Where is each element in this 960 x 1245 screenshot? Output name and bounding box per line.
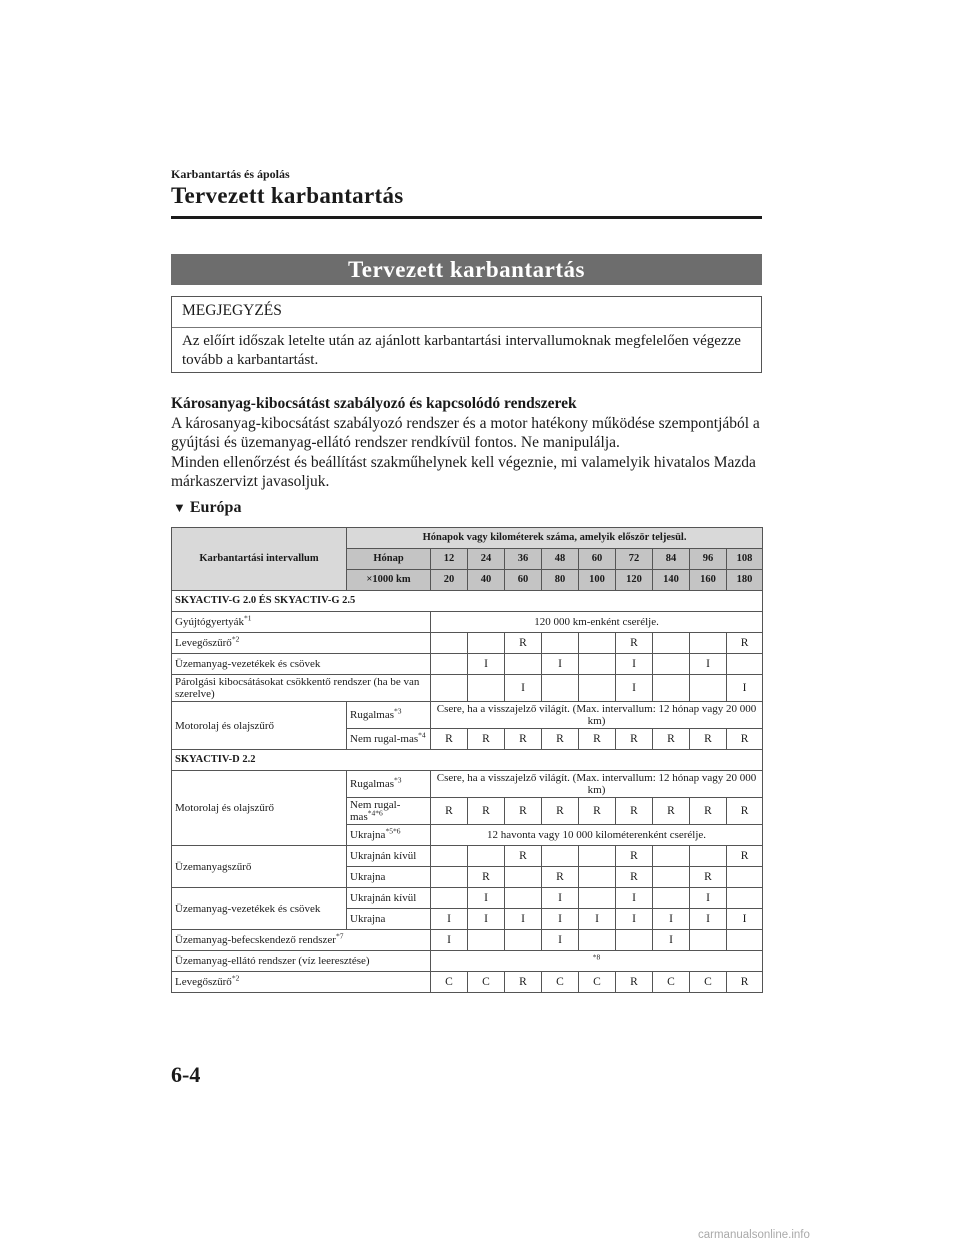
interval-mark: I: [468, 909, 505, 930]
intro-heading: Károsanyag-kibocsátást szabályozó és kapcsolódó rendszerek: [171, 395, 577, 412]
month-value: 36: [505, 549, 542, 570]
intro-paragraph-2: Minden ellenőrzést és beállítást szakműhelynek kell végeznie, mi valamelyik hivatalos Mazda márkaszervizt javasoljuk.: [171, 453, 756, 490]
km-value: 160: [690, 570, 727, 591]
interval-mark: I: [616, 888, 653, 909]
month-value: 108: [727, 549, 763, 570]
interval-mark: [579, 633, 616, 654]
interval-mark: R: [542, 867, 579, 888]
interval-mark: [468, 930, 505, 951]
interval-mark: I: [727, 675, 763, 702]
fuel-filter-label: Üzemanyagszűrő: [172, 846, 347, 888]
interval-mark: R: [616, 972, 653, 993]
interval-mark: C: [468, 972, 505, 993]
interval-mark: [653, 867, 690, 888]
km-label: ×1000 km: [347, 570, 431, 591]
interval-mark: [579, 867, 616, 888]
ukraine-label: Ukrajna: [347, 909, 431, 930]
interval-mark: [431, 867, 468, 888]
flexible-value: Csere, ha a visszajelző világít. (Max. intervallum: 12 hónap vagy 20 000 km): [431, 702, 763, 729]
interval-mark: C: [579, 972, 616, 993]
oil-filter-label: Motorolaj és olajszűrő: [172, 702, 347, 750]
interval-mark: [431, 888, 468, 909]
breadcrumb: Karbantartás és ápolás: [171, 167, 290, 181]
month-value: 84: [653, 549, 690, 570]
air-filter-label: Levegőszűrő$^{*2}$: [172, 633, 431, 654]
km-value: 180: [727, 570, 763, 591]
ukraine-label: Ukrajna: [347, 867, 431, 888]
interval-mark: R: [727, 972, 763, 993]
interval-mark: I: [579, 909, 616, 930]
interval-mark: [653, 654, 690, 675]
interval-mark: [542, 675, 579, 702]
table-row: [172, 972, 763, 993]
interval-mark: R: [616, 633, 653, 654]
flexible-label: Rugalmas$^{*3}$: [347, 771, 431, 798]
interval-mark: R: [505, 846, 542, 867]
km-value: 60: [505, 570, 542, 591]
interval-mark: [468, 675, 505, 702]
interval-mark: C: [653, 972, 690, 993]
section-skyactiv-d: SKYACTIV-D 2.2: [172, 750, 763, 771]
month-value: 48: [542, 549, 579, 570]
flexible-label: Rugalmas$^{*3}$: [347, 702, 431, 729]
interval-mark: R: [505, 972, 542, 993]
km-value: 100: [579, 570, 616, 591]
table-row: [172, 675, 763, 702]
interval-mark: I: [727, 909, 763, 930]
interval-mark: [579, 930, 616, 951]
outside-ukraine-label: Ukrajnán kívül: [347, 846, 431, 867]
oil-filter-label: Motorolaj és olajszűrő: [172, 771, 347, 846]
interval-mark: [653, 633, 690, 654]
interval-mark: [653, 888, 690, 909]
interval-mark: I: [431, 909, 468, 930]
interval-mark: [579, 675, 616, 702]
table-row: [172, 951, 763, 972]
fuel-supply-label: Üzemanyag-ellátó rendszer (víz leeresztése): [172, 951, 431, 972]
table-row: [172, 888, 763, 909]
interval-mark: I: [468, 888, 505, 909]
interval-mark: [542, 633, 579, 654]
note-box: [171, 296, 762, 373]
interval-mark: R: [616, 846, 653, 867]
table-header-row: [172, 528, 763, 549]
interval-mark: [468, 633, 505, 654]
interval-mark: [690, 846, 727, 867]
interval-header: Karbantartási intervallum: [172, 528, 347, 591]
interval-mark: [579, 888, 616, 909]
km-value: 140: [653, 570, 690, 591]
interval-mark: I: [616, 654, 653, 675]
interval-mark: R: [616, 798, 653, 825]
injector-label: Üzemanyag-befecskendező rendszer$^{*7}$: [172, 930, 431, 951]
note-text: Az előírt időszak letelte után az ajánlott karbantartási intervallumoknak megfelelően végezze tovább a karbantartást.: [182, 333, 741, 368]
interval-mark: R: [727, 633, 763, 654]
month-value: 12: [431, 549, 468, 570]
interval-mark: I: [468, 654, 505, 675]
interval-mark: R: [468, 867, 505, 888]
evap-system-label: Párolgási kibocsátásokat csökkentő rendszer (ha be van szerelve): [172, 675, 431, 702]
region-heading: [173, 499, 241, 517]
interval-mark: [690, 633, 727, 654]
interval-mark: [431, 675, 468, 702]
outside-ukraine-label: Ukrajnán kívül: [347, 888, 431, 909]
air-filter-label: Levegőszűrő$^{*2}$: [172, 972, 431, 993]
interval-mark: [616, 930, 653, 951]
table-row: [172, 702, 763, 729]
note-title: MEGJEGYZÉS: [182, 302, 282, 319]
km-value: 20: [431, 570, 468, 591]
interval-mark: [727, 930, 763, 951]
title-rule: [171, 216, 762, 219]
interval-mark: R: [616, 729, 653, 750]
interval-mark: I: [653, 930, 690, 951]
interval-mark: R: [505, 798, 542, 825]
interval-mark: I: [542, 930, 579, 951]
fuel-lines-label: Üzemanyag-vezetékek és csövek: [172, 888, 347, 930]
fuel-lines-label: Üzemanyag-vezetékek és csövek: [172, 654, 431, 675]
interval-mark: I: [505, 909, 542, 930]
page-title: Tervezett karbantartás: [171, 183, 404, 208]
interval-mark: R: [616, 867, 653, 888]
month-value: 96: [690, 549, 727, 570]
fuel-supply-value: *8: [431, 951, 763, 972]
km-value: 80: [542, 570, 579, 591]
interval-mark: [690, 675, 727, 702]
intro-paragraph-1: A károsanyag-kibocsátást szabályozó rendszer és a motor hatékony működése szempontjából a gyújtási és üzemanyag-ellátó rendszer rendkívül fontos. Ne manipulálja.: [171, 414, 760, 451]
interval-mark: R: [653, 729, 690, 750]
section-skyactiv-g: SKYACTIV-G 2.0 ÉS SKYACTIV-G 2.5: [172, 591, 763, 612]
interval-mark: [505, 888, 542, 909]
interval-mark: R: [468, 729, 505, 750]
interval-mark: [505, 867, 542, 888]
section-row: [172, 591, 763, 612]
interval-mark: I: [690, 909, 727, 930]
interval-mark: [727, 888, 763, 909]
interval-mark: [727, 867, 763, 888]
interval-mark: R: [542, 798, 579, 825]
interval-mark: [505, 930, 542, 951]
ukraine-value: 12 havonta vagy 10 000 kilométerenként cserélje.: [431, 825, 763, 846]
month-label: Hónap: [347, 549, 431, 570]
interval-mark: [431, 846, 468, 867]
interval-mark: R: [690, 867, 727, 888]
table-row: [172, 771, 763, 798]
table-row: [172, 930, 763, 951]
interval-mark: [431, 654, 468, 675]
intro-section: [171, 394, 771, 492]
spark-plug-label: Gyújtógyertyák$^{*1}$: [172, 612, 431, 633]
interval-mark: I: [542, 909, 579, 930]
interval-mark: I: [616, 675, 653, 702]
interval-mark: [505, 654, 542, 675]
km-value: 120: [616, 570, 653, 591]
interval-mark: R: [727, 846, 763, 867]
interval-mark: R: [727, 729, 763, 750]
interval-mark: C: [690, 972, 727, 993]
interval-mark: I: [690, 888, 727, 909]
interval-mark: C: [431, 972, 468, 993]
interval-mark: R: [505, 729, 542, 750]
km-value: 40: [468, 570, 505, 591]
flexible-value: Csere, ha a visszajelző világít. (Max. intervallum: 12 hónap vagy 20 000 km): [431, 771, 763, 798]
interval-mark: [653, 846, 690, 867]
section-row: [172, 750, 763, 771]
interval-mark: R: [431, 798, 468, 825]
section-banner: Tervezett karbantartás: [171, 254, 762, 285]
interval-mark: [727, 654, 763, 675]
triangle-down-icon: ▼: [173, 500, 186, 515]
watermark: carmanualsonline.info: [698, 1229, 810, 1241]
interval-mark: [468, 846, 505, 867]
interval-mark: [653, 675, 690, 702]
table-row: [172, 633, 763, 654]
interval-mark: [579, 654, 616, 675]
interval-mark: R: [690, 729, 727, 750]
month-value: 72: [616, 549, 653, 570]
page-number: 6-4: [171, 1062, 201, 1087]
interval-mark: R: [579, 729, 616, 750]
fixed-label: Nem rugal-mas$^{*4*6}$: [347, 798, 431, 825]
note-divider: [172, 327, 761, 328]
interval-mark: R: [690, 798, 727, 825]
interval-mark: R: [579, 798, 616, 825]
interval-mark: R: [468, 798, 505, 825]
interval-mark: R: [542, 729, 579, 750]
table-row: [172, 846, 763, 867]
interval-mark: [542, 846, 579, 867]
interval-mark: I: [690, 654, 727, 675]
interval-mark: R: [505, 633, 542, 654]
interval-mark: [690, 930, 727, 951]
interval-mark: R: [653, 798, 690, 825]
interval-mark: I: [542, 654, 579, 675]
ukraine-label: Ukrajna$^{*5*6}$: [347, 825, 431, 846]
interval-mark: I: [505, 675, 542, 702]
whichever-header: Hónapok vagy kilométerek száma, amelyik először teljesül.: [347, 528, 763, 549]
table-row: [172, 654, 763, 675]
table-row: [172, 612, 763, 633]
interval-mark: C: [542, 972, 579, 993]
interval-mark: I: [431, 930, 468, 951]
interval-mark: R: [727, 798, 763, 825]
month-value: 24: [468, 549, 505, 570]
interval-mark: I: [653, 909, 690, 930]
interval-mark: [579, 846, 616, 867]
region-label: Európa: [189, 499, 242, 516]
interval-mark: R: [431, 729, 468, 750]
fixed-label: Nem rugal-mas$^{*4}$: [347, 729, 431, 750]
spark-plug-value: 120 000 km-enként cserélje.: [431, 612, 763, 633]
month-value: 60: [579, 549, 616, 570]
interval-mark: I: [542, 888, 579, 909]
interval-mark: I: [616, 909, 653, 930]
interval-mark: [431, 633, 468, 654]
maintenance-table: [171, 527, 763, 993]
